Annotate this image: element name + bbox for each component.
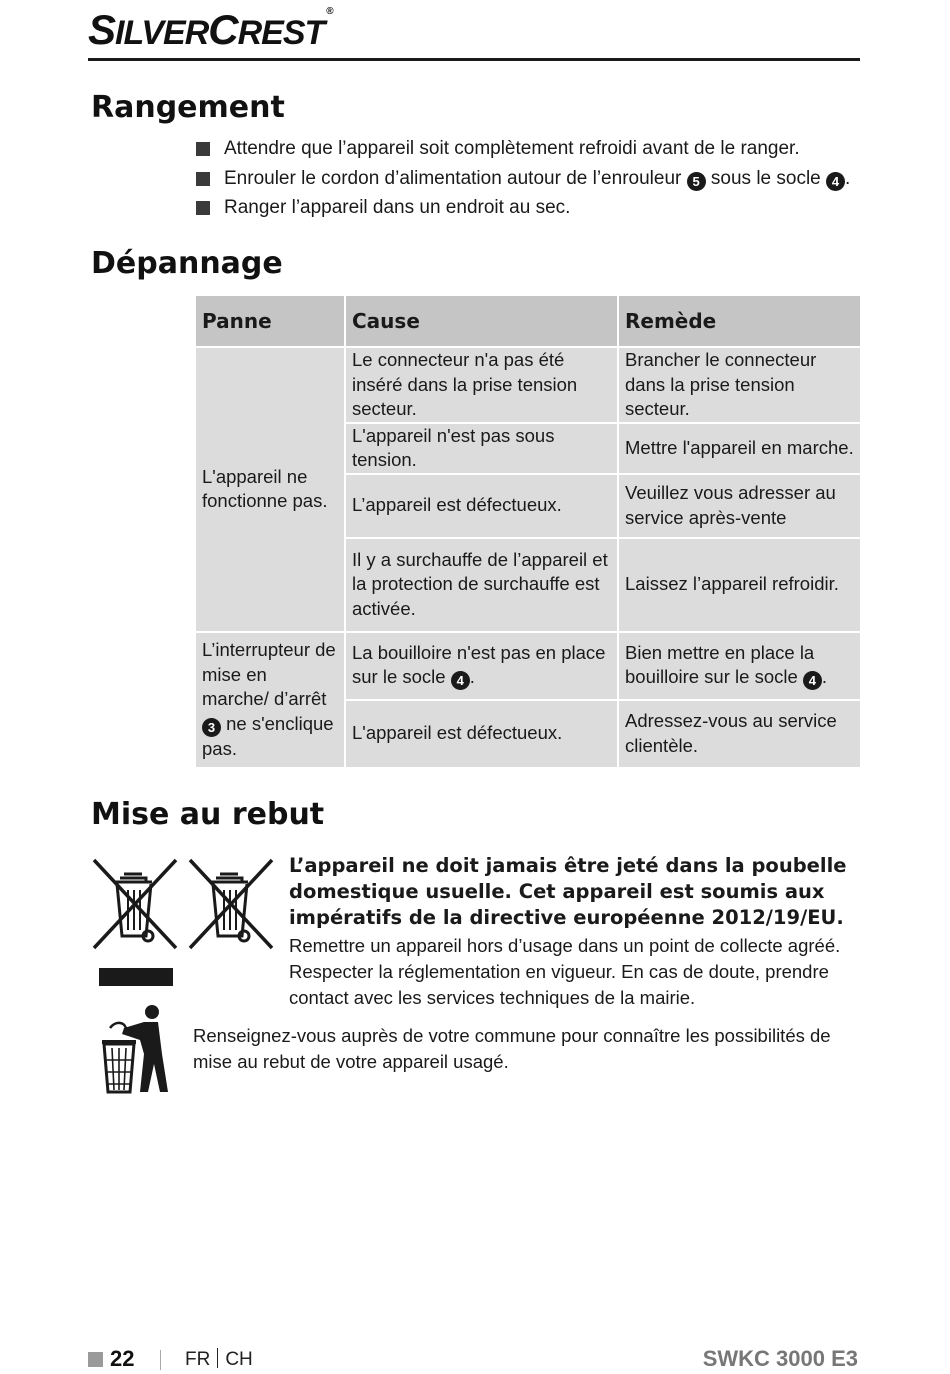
cause-cell: Le connecteur n'a pas été inséré dans la prise tension secteur. (345, 347, 618, 423)
remede-cell: Bien mettre en place la bouilloire sur le socle 4 . (618, 632, 861, 700)
remede-cell: Veuillez vous adresser au service après-vente (618, 474, 861, 538)
bullet-square-icon (196, 201, 210, 215)
col-header-remede: Remède (618, 295, 861, 347)
col-header-cause: Cause (345, 295, 618, 347)
part-number-badge: 4 (451, 671, 470, 690)
weee-symbols (90, 856, 278, 952)
section-title-storage: Rangement (91, 90, 285, 125)
crossed-bin-icon (190, 860, 272, 948)
table-header-row (195, 295, 861, 347)
table-row (195, 632, 861, 700)
bullet-square-icon (196, 142, 210, 156)
storage-list (196, 134, 850, 223)
disposal-info: Renseignez-vous auprès de votre commune pour connaître les possibilités de mise au rebut de votre appareil usagé. (193, 1025, 831, 1072)
header-rule (88, 58, 860, 61)
list-item: Attendre que l’appareil soit complètement refroidi avant de le ranger. (196, 134, 850, 164)
cause-cell: L'appareil n'est pas sous tension. (345, 423, 618, 474)
cause-cell: L'appareil est défectueux. (345, 700, 618, 768)
model-number: SWKC 3000 E3 (702, 1346, 858, 1371)
part-number-badge: 5 (687, 172, 706, 191)
brand-logo: SILVERCREST® (88, 6, 333, 53)
tidyman-icon (100, 1004, 172, 1096)
cause-cell: Il y a surchauffe de l’appareil et la protection de surchauffe est activée. (345, 538, 618, 632)
cause-cell: L’appareil est défectueux. (345, 474, 618, 538)
troubleshooting-table (194, 294, 862, 769)
footer-languages: FR CH (185, 1349, 253, 1370)
remede-cell: Laissez l’appareil refroidir. (618, 538, 861, 632)
col-header-panne: Panne (195, 295, 345, 347)
part-number-badge: 3 (202, 718, 221, 737)
list-item: Enrouler le cordon d’alimentation autour de l’enrouleur 5 sous le socle 4 . (196, 164, 850, 194)
cause-cell: La bouilloire n'est pas en place sur le socle 4 . (345, 632, 618, 700)
section-title-disposal: Mise au rebut (91, 797, 325, 832)
bullet-square-icon (196, 172, 210, 186)
table-row (195, 347, 861, 423)
remede-cell: Adressez-vous au service clientèle. (618, 700, 861, 768)
disposal-instructions: Remettre un appareil hors d’usage dans un point de collecte agréé. Respecter la réglementation en vigueur. En cas de doute, prendre contact avec les services techniques de la mairie. (289, 935, 841, 1008)
page-number: 22 (110, 1346, 135, 1371)
footer-divider (217, 1348, 218, 1368)
part-number-badge: 4 (826, 172, 845, 191)
footer-divider (160, 1350, 161, 1370)
remede-cell: Mettre l'appareil en marche. (618, 423, 861, 474)
disposal-warning: L’appareil ne doit jamais être jeté dans la poubelle domestique usuelle. Cet appareil est soumis aux impératifs de la directive européenne 2012/19/EU. (289, 854, 847, 929)
list-item: Ranger l’appareil dans un endroit au sec. (196, 193, 850, 223)
panne-cell: L'appareil ne fonctionne pas. (195, 347, 345, 632)
weee-bar (99, 968, 173, 986)
section-title-troubleshooting: Dépannage (91, 246, 283, 281)
footer-square-icon (88, 1352, 103, 1367)
part-number-badge: 4 (803, 671, 822, 690)
remede-cell: Brancher le connecteur dans la prise tension secteur. (618, 347, 861, 423)
panne-cell: L’interrupteur de mise en marche/ d’arrêt 3 ne s'enclique pas. (195, 632, 345, 768)
crossed-bin-icon (94, 860, 176, 948)
